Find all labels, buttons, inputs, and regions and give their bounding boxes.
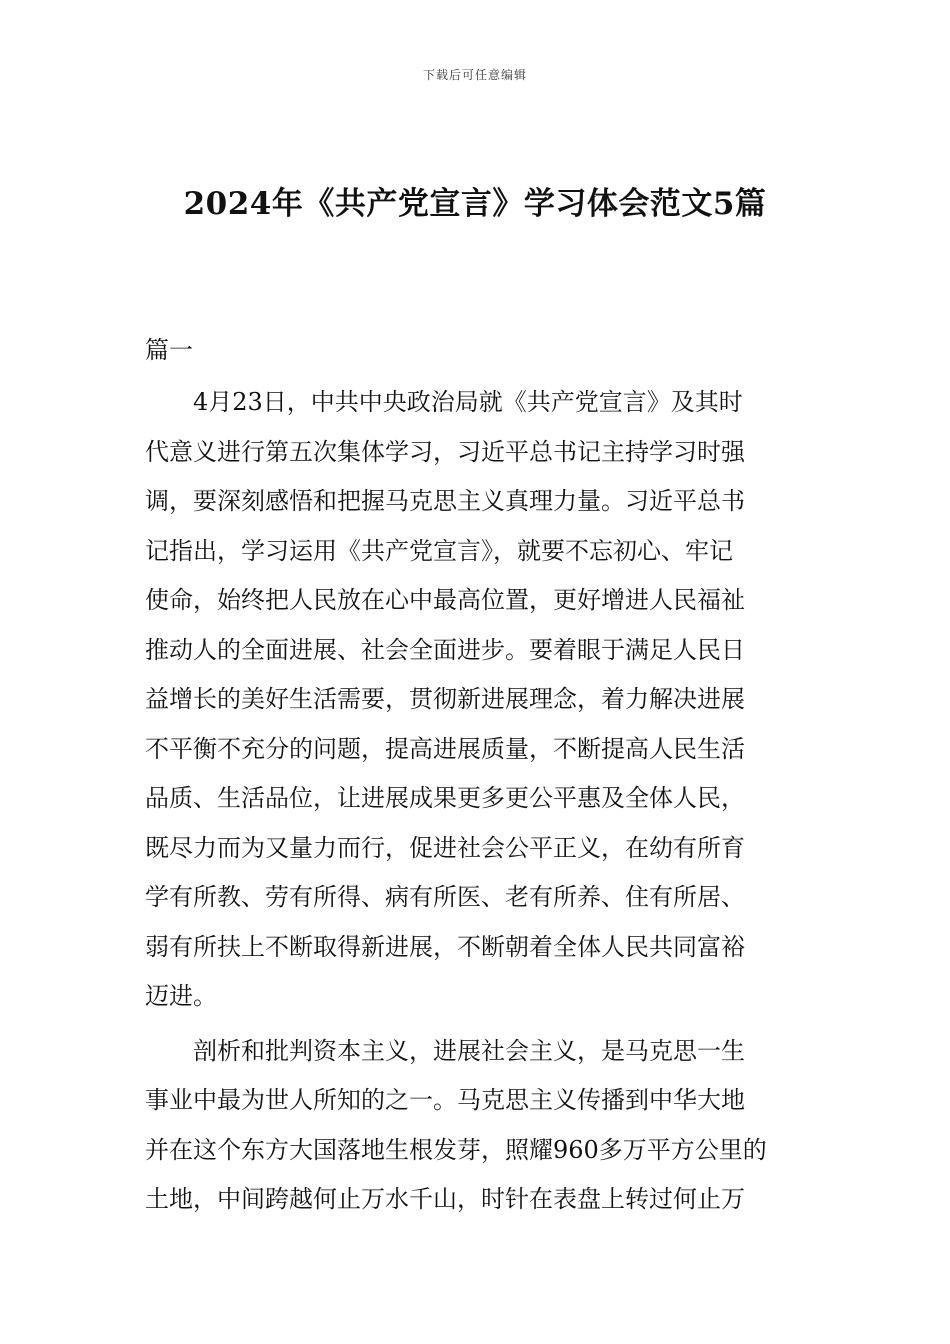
paragraph-2: [145, 1027, 805, 1225]
text-line: 土地，中间跨越何止万水千山，时针在表盘上转过何止万: [145, 1185, 745, 1213]
paragraph-1: [145, 378, 805, 1022]
document-body: [145, 328, 805, 1230]
text-line: 学有所教、劳有所得、病有所医、老有所养、住有所居、: [145, 883, 745, 911]
text-line: 记指出，学习运用《共产党宣言》，就要不忘初心、牢记: [145, 536, 733, 565]
text-line: 益增长的美好生活需要，贯彻新进展理念，着力解决进展: [145, 685, 745, 713]
text-line: 事业中最为世人所知的之一。马克思主义传播到中华大地: [145, 1086, 745, 1114]
header-note: 下载后可任意编辑: [422, 68, 527, 82]
text-line: 品质、生活品位，让进展成果更多更公平惠及全体人民，: [145, 784, 745, 812]
section-heading: 篇一: [145, 336, 193, 364]
text-line: 剖析和批判资本主义，进展社会主义，是马克思一生: [193, 1036, 745, 1065]
text-line: 推动人的全面进展、社会全面进步。要着眼于满足人民日: [145, 635, 745, 664]
text-line: 弱有所扶上不断取得新进展，不断朝着全体人民共同富裕: [145, 932, 745, 961]
text-line: 4月23日，中共中央政治局就《共产党宣言》及其时: [193, 388, 743, 416]
text-line: 不平衡不充分的问题，提高进展质量，不断提高人民生活: [145, 734, 745, 763]
document-title: 2024年《共产党宣言》学习体会范文5篇: [183, 186, 767, 222]
text-line: 代意义进行第五次集体学习，习近平总书记主持学习时强: [145, 437, 745, 466]
text-line: 既尽力而为又量力而行，促进社会公平正义，在幼有所育: [145, 833, 745, 862]
text-line: 调，要深刻感悟和把握马克思主义真理力量。习近平总书: [145, 487, 745, 515]
text-line: 使命，始终把人民放在心中最高位置，更好增进人民福祉: [145, 586, 745, 614]
text-line: 迈进。: [145, 982, 217, 1010]
text-line: 并在这个东方大国落地生根发芽，照耀960多万平方公里的: [145, 1135, 767, 1164]
